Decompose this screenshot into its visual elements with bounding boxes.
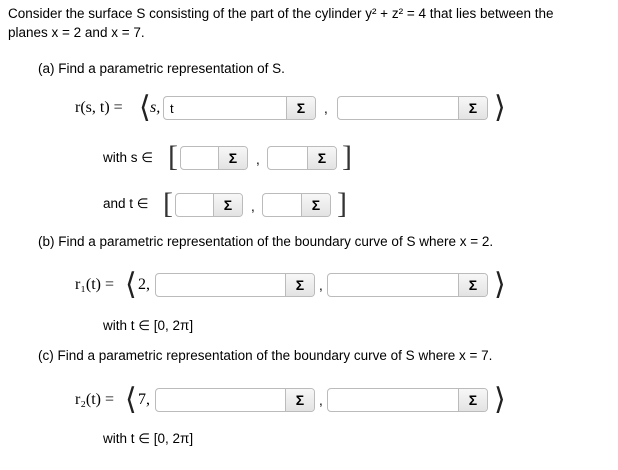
- r2-label: r₂(t) =: [75, 391, 115, 408]
- right-bracket: ]: [337, 187, 347, 220]
- sigma-button[interactable]: Σ: [218, 147, 247, 169]
- first-component: s,: [150, 99, 161, 116]
- problem-intro-line1: Consider the surface S consisting of the part of the cylinder y² + z² = 4 that lies between the: [8, 6, 554, 21]
- r2-y-input[interactable]: [155, 388, 315, 412]
- sigma-button[interactable]: Σ: [458, 274, 487, 296]
- right-bracket: ]: [342, 140, 352, 173]
- with-s-label: with s ∈: [103, 150, 154, 165]
- t-lower-input[interactable]: [175, 193, 243, 217]
- left-bracket: [: [168, 140, 178, 173]
- input-value[interactable]: [328, 389, 458, 411]
- component-y-input[interactable]: [163, 96, 316, 120]
- and-t-label: and t ∈: [103, 196, 149, 211]
- input-value[interactable]: t: [170, 101, 174, 116]
- comma: ,: [251, 199, 255, 214]
- input-value[interactable]: [338, 97, 458, 119]
- comma: ,: [324, 101, 328, 116]
- sigma-button[interactable]: Σ: [285, 274, 314, 296]
- part-b-label: (b) Find a parametric representation of the boundary curve of S where x = 2.: [38, 234, 494, 249]
- right-angle: ⟩: [494, 268, 506, 301]
- s-upper-input[interactable]: [267, 146, 337, 170]
- r1-label: r₁(t) =: [75, 276, 115, 293]
- sigma-button[interactable]: Σ: [286, 97, 315, 119]
- sigma-button[interactable]: Σ: [285, 389, 314, 411]
- part-a-label: (a) Find a parametric representation of S.: [38, 61, 285, 76]
- input-value[interactable]: [156, 274, 285, 296]
- part-c-label: (c) Find a parametric representation of the boundary curve of S where x = 7.: [38, 348, 493, 363]
- r2-domain: with t ∈ [0, 2π]: [103, 431, 194, 446]
- r1-y-input[interactable]: [155, 273, 315, 297]
- comma: ,: [256, 152, 260, 167]
- first-component: 2,: [138, 276, 150, 293]
- right-angle: ⟩: [494, 91, 506, 124]
- left-angle: ⟨: [139, 91, 151, 124]
- r-st-label: r(s, t) =: [75, 99, 123, 116]
- comma: ,: [319, 393, 323, 408]
- r2-z-input[interactable]: [327, 388, 488, 412]
- first-component: 7,: [138, 391, 150, 408]
- sigma-button[interactable]: Σ: [307, 147, 336, 169]
- sigma-button[interactable]: Σ: [458, 97, 487, 119]
- input-value[interactable]: [328, 274, 458, 296]
- left-angle: ⟨: [125, 383, 137, 416]
- s-lower-input[interactable]: [180, 146, 248, 170]
- t-upper-input[interactable]: [262, 193, 331, 217]
- r1-domain: with t ∈ [0, 2π]: [103, 318, 194, 333]
- component-z-input[interactable]: [337, 96, 488, 120]
- left-bracket: [: [163, 187, 173, 220]
- comma: ,: [319, 278, 323, 293]
- left-angle: ⟨: [125, 268, 137, 301]
- problem-intro-line2: planes x = 2 and x = 7.: [8, 25, 145, 40]
- input-value[interactable]: [156, 389, 285, 411]
- sigma-button[interactable]: Σ: [301, 194, 330, 216]
- sigma-button[interactable]: Σ: [458, 389, 487, 411]
- right-angle: ⟩: [494, 383, 506, 416]
- r1-z-input[interactable]: [327, 273, 488, 297]
- sigma-button[interactable]: Σ: [213, 194, 242, 216]
